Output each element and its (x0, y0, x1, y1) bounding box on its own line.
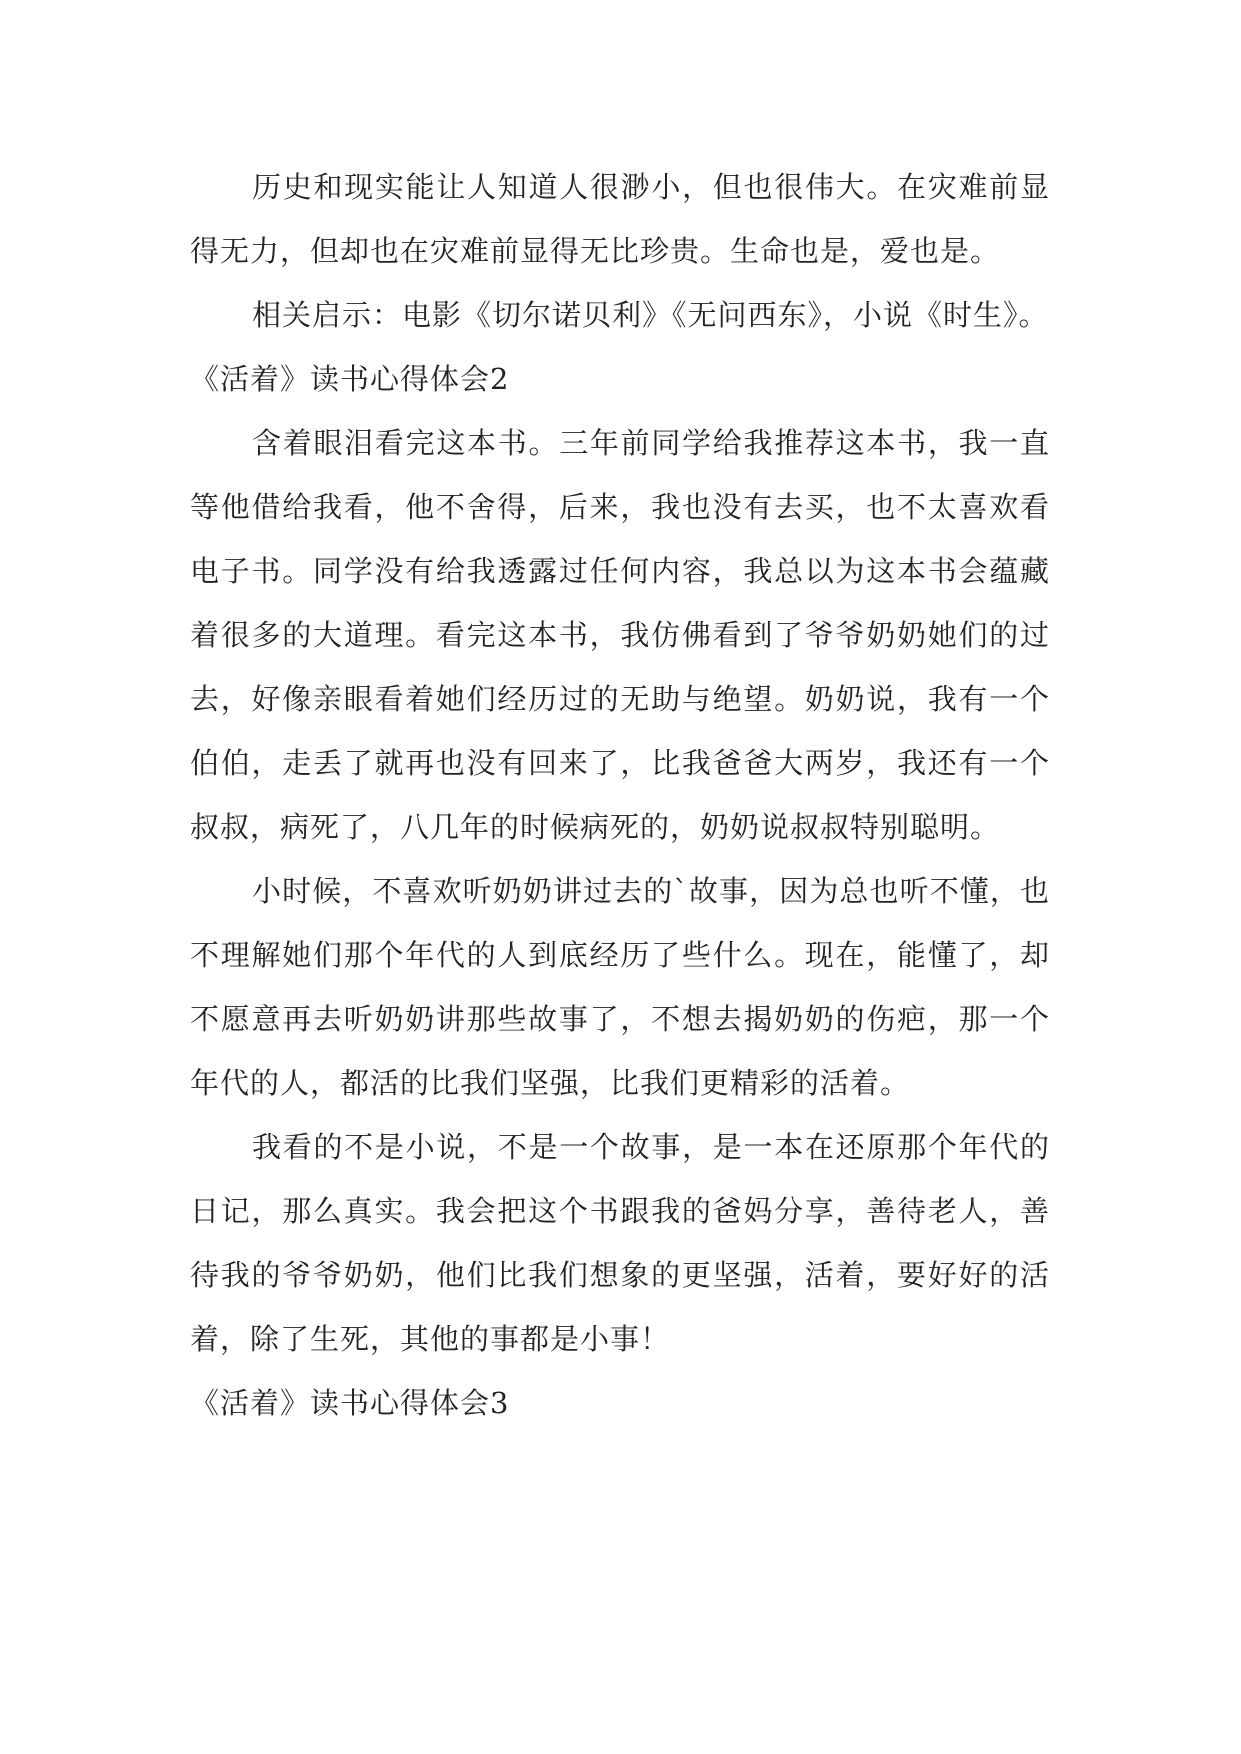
document-body (190, 155, 1050, 1435)
paragraph-history: 历史和现实能让人知道人很渺小，但也很伟大。在灾难前显得无力，但却也在灾难前显得无比珍贵。生命也是，爱也是。 (190, 170, 1050, 268)
paragraph-childhood: 小时候，不喜欢听奶奶讲过去的`故事，因为总也听不懂，也不理解她们那个年代的人到底经历了些什么。现在，能懂了，却不愿意再去听奶奶讲那些故事了，不想去揭奶奶的伤疤，那一个年代的人，都活的比我们坚强，比我们更精彩的活着。 (190, 874, 1050, 1100)
section-heading-3: 《活着》读书心得体会3 (190, 1386, 510, 1420)
section-heading-2: 《活着》读书心得体会2 (190, 362, 510, 396)
paragraph-diary: 我看的不是小说，不是一个故事，是一本在还原那个年代的日记，那么真实。我会把这个书跟我的爸妈分享，善待老人，善待我的爷爷奶奶，他们比我们想象的更坚强，活着，要好好的活着，除了生死，其他的事都是小事！ (190, 1130, 1050, 1356)
paragraph-related-works: 相关启示：电影《切尔诺贝利》《无问西东》，小说《时生》。 (252, 298, 1049, 332)
paragraph-tears: 含着眼泪看完这本书。三年前同学给我推荐这本书，我一直等他借给我看，他不舍得，后来，我也没有去买，也不太喜欢看电子书。同学没有给我透露过任何内容，我总以为这本书会蕴藏着很多的大道理。看完这本书，我仿佛看到了爷爷奶奶她们的过去，好像亲眼看着她们经历过的无助与绝望。奶奶说，我有一个伯伯，走丢了就再也没有回来了，比我爸爸大两岁，我还有一个叔叔，病死了，八几年的时候病死的，奶奶说叔叔特别聪明。 (190, 426, 1050, 844)
